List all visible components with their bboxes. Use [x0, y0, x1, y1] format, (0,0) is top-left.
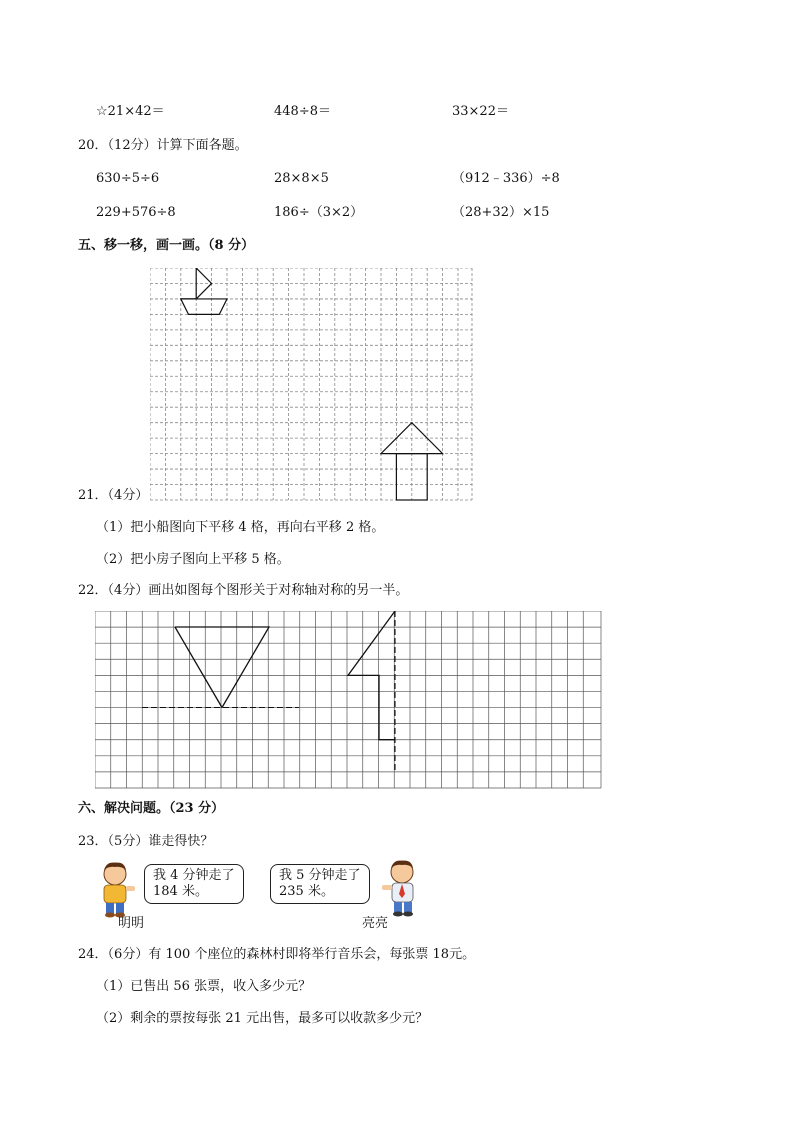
solid-grid-lines — [95, 611, 601, 788]
translation-grid-svg — [150, 268, 474, 504]
question-24-item-2: （2）剩余的票按每张 21 元出售，最多可以收款多少元？ — [96, 1011, 429, 1026]
boy-mingming-figure — [95, 860, 137, 918]
boy-liangliang-figure — [380, 858, 422, 918]
q20-problem-3: （912﹣336）÷8 — [452, 171, 560, 186]
symmetry-grid-svg — [95, 611, 605, 791]
arrow-half-figure — [348, 611, 395, 771]
question-23-label: 23．（5分）谁走得快？ — [78, 834, 214, 849]
name-left: 明明 — [118, 916, 145, 931]
question-24-item-1: （1）已售出 56 张票，收入多少元？ — [96, 979, 312, 994]
q20-problem-6: （28+32）×15 — [452, 205, 550, 220]
q20-problem-1: 630÷5÷6 — [96, 171, 160, 186]
section-5-title: 五、移一移，画一画。（8 分） — [78, 238, 255, 253]
translation-grid[interactable] — [150, 268, 474, 504]
q20-problem-5: 186÷（3×2） — [274, 205, 364, 220]
name-right: 亮亮 — [362, 916, 389, 931]
symmetry-grid[interactable] — [95, 611, 605, 791]
question-20-label: 20．（12分）计算下面各题。 — [78, 138, 248, 153]
question-24-label: 24．（6分）有 100 个座位的森林村即将举行音乐会，每张票 18元。 — [78, 947, 476, 962]
problem-multiply: 33×22＝ — [452, 104, 509, 119]
problem-divide: 448÷8＝ — [274, 104, 331, 119]
triangle-figure — [142, 627, 299, 708]
question-21-item-2: （2）把小房子图向上平移 5 格。 — [96, 552, 290, 567]
q20-problem-2: 28×8×5 — [274, 171, 329, 186]
q20-problem-4: 229+576÷8 — [96, 205, 176, 220]
question-21-item-1: （1）把小船图向下平移 4 格，再向右平移 2 格。 — [96, 520, 385, 535]
speech-bubble-left: 我 4 分钟走了 184 米。 — [144, 864, 244, 904]
question-21-label: 21．（4分） — [78, 488, 149, 503]
speech-bubble-right: 我 5 分钟走了 235 米。 — [270, 864, 370, 904]
boat-figure — [181, 268, 227, 314]
problem-star-multiply: ☆21×42＝ — [96, 104, 165, 119]
question-22-label: 22．（4分）画出如图每个图形关于对称轴对称的另一半。 — [78, 583, 409, 598]
dashed-grid-lines — [150, 268, 472, 500]
section-6-title: 六、解决问题。（23 分） — [78, 801, 225, 816]
